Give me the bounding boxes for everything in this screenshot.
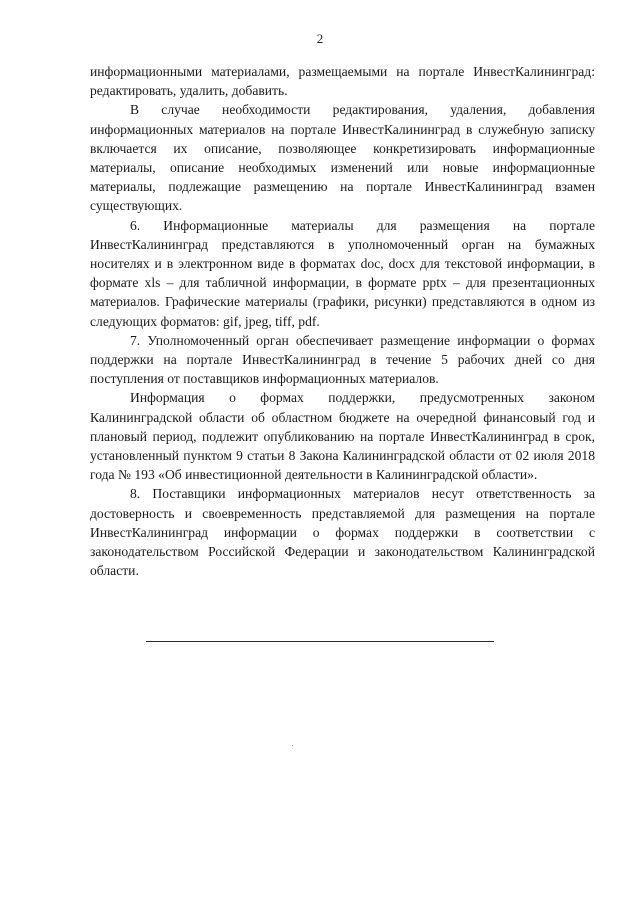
document-body [90,62,595,580]
paragraph-item-7-placement: 7. Уполномоченный орган обеспечивает размещение информации о формах поддержки на портале ИнвестКалининград в течение 5 рабочих дней со дня поступления от поставщиков информационных материалов. [90,332,595,387]
paragraph-editing-request: В случае необходимости редактирования, удаления, добавления информационных материалов на портале ИнвестКалининград в служебную записку включается их описание, позволяющее конкретизировать информационные материалы, описание необходимых изменений или новые информационные материалы, подлежащие размещению на портале ИнвестКалининград взамен существующих. [90,102,595,214]
paragraph-continuation: информационными материалами, размещаемыми на портале ИнвестКалининград: редактировать, удалить, добавить. [90,64,595,99]
scan-speck [292,745,293,746]
paragraph-item-6-formats: 6. Информационные материалы для размещения на портале ИнвестКалининград представляются в уполномоченный орган на бумажных носителях и в электронном виде в форматах doc, docx для текстовой информации, в формате xls – для табличной информации, в формате pptx – для презентационных материалов. Графические материалы (графики, рисунки) представляются в одном из следующих форматов: gif, jpeg, tiff, pdf. [90,217,595,329]
paragraph-item-8-responsibility: 8. Поставщики информационных материалов несут ответственность за достоверность и своевременность представляемой для размещения на портале ИнвестКалининград информации о формах поддержки в соответствии с законодательством Российской Федерации и законодательством Калининградской области. [90,486,595,579]
page-number: 2 [316,31,324,46]
paragraph-support-forms-publication: Информация о формах поддержки, предусмотренных законом Калининградской области об областном бюджете на очередной финансовый год и плановый период, подлежит опубликованию на портале ИнвестКалининград в срок, установленный пунктом 9 статьи 8 Закона Калининградской области от 02 июля 2018 года № 193 «Об инвестиционной деятельности в Калининградской области». [90,390,595,483]
end-of-document-line [146,641,494,642]
